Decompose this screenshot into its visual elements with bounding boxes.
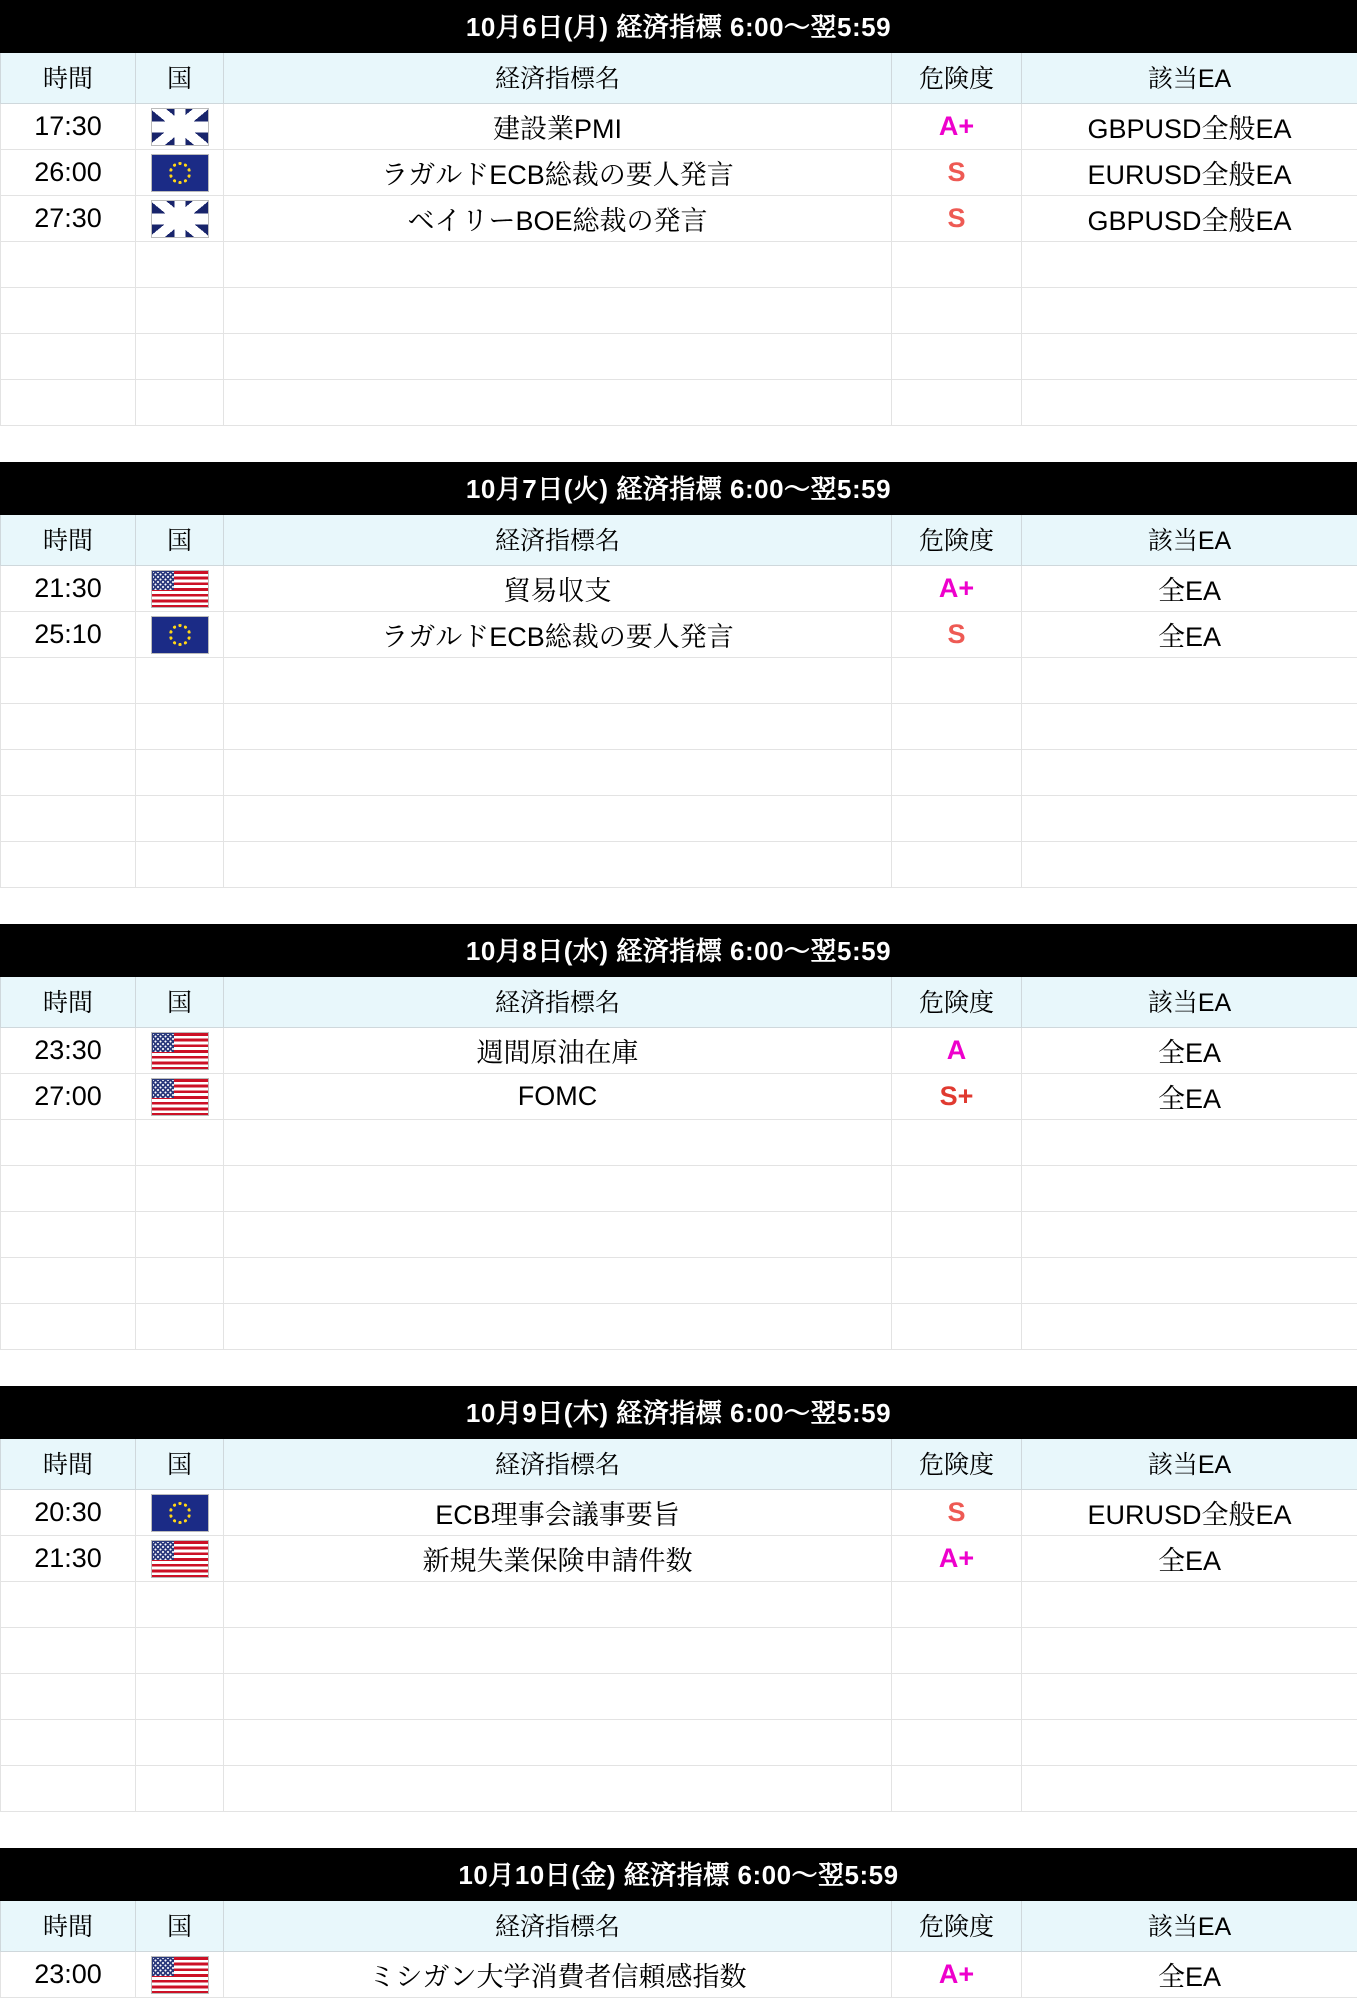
day-block xyxy=(0,1386,1357,1812)
column-header-time: 時間 xyxy=(1,1901,136,1952)
cell-target-ea: EURUSD全般EA xyxy=(1022,1490,1357,1536)
cell-risk-level xyxy=(892,1258,1022,1304)
cell-risk-level xyxy=(892,1304,1022,1350)
cell-risk-level xyxy=(892,842,1022,888)
cell-risk-level xyxy=(892,796,1022,842)
cell-indicator-name xyxy=(224,704,892,750)
table-row xyxy=(1,1952,1357,1998)
cell-country xyxy=(136,796,224,842)
cell-country xyxy=(136,1304,224,1350)
day-title: 10月6日(月) 経済指標 6:00〜翌5:59 xyxy=(0,0,1357,53)
cell-indicator-name xyxy=(224,1212,892,1258)
cell-indicator-name xyxy=(224,842,892,888)
cell-indicator-name xyxy=(224,796,892,842)
cell-risk-level: A+ xyxy=(892,1952,1022,1998)
empty-row xyxy=(1,242,1357,288)
cell-time xyxy=(1,1258,136,1304)
empty-row xyxy=(1,658,1357,704)
cell-risk-level: A+ xyxy=(892,1536,1022,1582)
empty-row xyxy=(1,1258,1357,1304)
cell-target-ea xyxy=(1022,842,1357,888)
cell-risk-level xyxy=(892,704,1022,750)
cell-target-ea: 全EA xyxy=(1022,612,1357,658)
empty-row xyxy=(1,380,1357,426)
cell-country xyxy=(136,1258,224,1304)
column-header-ea: 該当EA xyxy=(1022,53,1357,104)
cell-risk-level xyxy=(892,242,1022,288)
empty-row xyxy=(1,1304,1357,1350)
column-header-indicator: 経済指標名 xyxy=(224,1439,892,1490)
cell-risk-level xyxy=(892,1720,1022,1766)
schedule-table xyxy=(0,977,1357,1350)
empty-row xyxy=(1,1720,1357,1766)
column-header-risk: 危険度 xyxy=(892,53,1022,104)
day-block xyxy=(0,924,1357,1350)
cell-country xyxy=(136,1582,224,1628)
cell-country xyxy=(136,658,224,704)
cell-indicator-name xyxy=(224,750,892,796)
cell-time xyxy=(1,1582,136,1628)
cell-target-ea: GBPUSD全般EA xyxy=(1022,196,1357,242)
cell-target-ea xyxy=(1022,242,1357,288)
column-header-risk: 危険度 xyxy=(892,1901,1022,1952)
column-header-time: 時間 xyxy=(1,977,136,1028)
cell-country xyxy=(136,612,224,658)
column-header-country: 国 xyxy=(136,1901,224,1952)
cell-time: 23:30 xyxy=(1,1028,136,1074)
cell-target-ea xyxy=(1022,1212,1357,1258)
empty-row xyxy=(1,1766,1357,1812)
column-header-country: 国 xyxy=(136,977,224,1028)
cell-target-ea xyxy=(1022,1304,1357,1350)
cell-risk-level xyxy=(892,380,1022,426)
column-header-ea: 該当EA xyxy=(1022,1901,1357,1952)
column-header-ea: 該当EA xyxy=(1022,515,1357,566)
cell-time xyxy=(1,1628,136,1674)
cell-country xyxy=(136,380,224,426)
cell-target-ea xyxy=(1022,1766,1357,1812)
empty-row xyxy=(1,750,1357,796)
cell-risk-level: S xyxy=(892,612,1022,658)
table-header-row xyxy=(1,53,1357,104)
cell-risk-level: A xyxy=(892,1028,1022,1074)
flag-uk-icon xyxy=(151,108,209,146)
cell-risk-level xyxy=(892,658,1022,704)
block-separator xyxy=(0,1350,1357,1386)
schedule-table xyxy=(0,53,1357,426)
cell-time: 21:30 xyxy=(1,566,136,612)
cell-risk-level xyxy=(892,1766,1022,1812)
cell-time: 27:30 xyxy=(1,196,136,242)
table-row xyxy=(1,1536,1357,1582)
table-row xyxy=(1,150,1357,196)
cell-risk-level: A+ xyxy=(892,566,1022,612)
schedule-table xyxy=(0,1901,1357,1998)
table-row xyxy=(1,1490,1357,1536)
cell-target-ea xyxy=(1022,288,1357,334)
cell-indicator-name: ミシガン大学消費者信頼感指数 xyxy=(224,1952,892,1998)
empty-row xyxy=(1,1166,1357,1212)
cell-risk-level: S xyxy=(892,196,1022,242)
table-header-row xyxy=(1,515,1357,566)
empty-row xyxy=(1,334,1357,380)
cell-risk-level xyxy=(892,334,1022,380)
empty-row xyxy=(1,704,1357,750)
flag-usa-icon xyxy=(151,1540,209,1578)
empty-row xyxy=(1,796,1357,842)
cell-time xyxy=(1,1212,136,1258)
cell-time xyxy=(1,1766,136,1812)
cell-country xyxy=(136,1766,224,1812)
cell-time: 25:10 xyxy=(1,612,136,658)
day-title: 10月9日(木) 経済指標 6:00〜翌5:59 xyxy=(0,1386,1357,1439)
cell-country xyxy=(136,842,224,888)
cell-country xyxy=(136,1536,224,1582)
cell-time xyxy=(1,334,136,380)
column-header-country: 国 xyxy=(136,53,224,104)
day-title: 10月7日(火) 経済指標 6:00〜翌5:59 xyxy=(0,462,1357,515)
cell-risk-level xyxy=(892,1120,1022,1166)
cell-country xyxy=(136,1952,224,1998)
cell-risk-level: S+ xyxy=(892,1074,1022,1120)
empty-row xyxy=(1,288,1357,334)
cell-target-ea: GBPUSD全般EA xyxy=(1022,104,1357,150)
cell-indicator-name xyxy=(224,288,892,334)
cell-indicator-name: 建設業PMI xyxy=(224,104,892,150)
cell-country xyxy=(136,196,224,242)
schedule-table xyxy=(0,515,1357,888)
column-header-indicator: 経済指標名 xyxy=(224,977,892,1028)
cell-time xyxy=(1,288,136,334)
empty-row xyxy=(1,1212,1357,1258)
flag-eu-icon xyxy=(151,1494,209,1532)
cell-indicator-name xyxy=(224,1120,892,1166)
cell-target-ea: 全EA xyxy=(1022,566,1357,612)
cell-indicator-name xyxy=(224,1674,892,1720)
cell-time xyxy=(1,1120,136,1166)
cell-indicator-name: ECB理事会議事要旨 xyxy=(224,1490,892,1536)
cell-target-ea xyxy=(1022,1720,1357,1766)
flag-usa-icon xyxy=(151,1032,209,1070)
flag-eu-icon xyxy=(151,154,209,192)
column-header-indicator: 経済指標名 xyxy=(224,53,892,104)
cell-time xyxy=(1,842,136,888)
column-header-ea: 該当EA xyxy=(1022,1439,1357,1490)
block-separator xyxy=(0,426,1357,462)
cell-target-ea: 全EA xyxy=(1022,1536,1357,1582)
flag-uk-icon xyxy=(151,200,209,238)
cell-target-ea xyxy=(1022,750,1357,796)
day-title: 10月10日(金) 経済指標 6:00〜翌5:59 xyxy=(0,1848,1357,1901)
cell-target-ea xyxy=(1022,380,1357,426)
empty-row xyxy=(1,1628,1357,1674)
cell-target-ea xyxy=(1022,1674,1357,1720)
cell-risk-level xyxy=(892,1628,1022,1674)
cell-risk-level xyxy=(892,750,1022,796)
cell-indicator-name xyxy=(224,658,892,704)
cell-indicator-name xyxy=(224,334,892,380)
table-header-row xyxy=(1,1901,1357,1952)
cell-target-ea: 全EA xyxy=(1022,1074,1357,1120)
cell-risk-level xyxy=(892,1212,1022,1258)
cell-target-ea: 全EA xyxy=(1022,1028,1357,1074)
cell-indicator-name: 貿易収支 xyxy=(224,566,892,612)
cell-indicator-name xyxy=(224,1258,892,1304)
cell-country xyxy=(136,704,224,750)
cell-time xyxy=(1,1304,136,1350)
cell-country xyxy=(136,150,224,196)
cell-target-ea xyxy=(1022,1582,1357,1628)
cell-time xyxy=(1,1166,136,1212)
cell-risk-level: A+ xyxy=(892,104,1022,150)
cell-time xyxy=(1,1720,136,1766)
cell-indicator-name: FOMC xyxy=(224,1074,892,1120)
table-header-row xyxy=(1,1439,1357,1490)
cell-country xyxy=(136,750,224,796)
cell-country xyxy=(136,104,224,150)
column-header-country: 国 xyxy=(136,1439,224,1490)
schedule-table xyxy=(0,1439,1357,1812)
cell-country xyxy=(136,1028,224,1074)
cell-risk-level xyxy=(892,1674,1022,1720)
column-header-country: 国 xyxy=(136,515,224,566)
table-row xyxy=(1,1074,1357,1120)
cell-indicator-name: 新規失業保険申請件数 xyxy=(224,1536,892,1582)
cell-country xyxy=(136,1166,224,1212)
cell-target-ea xyxy=(1022,796,1357,842)
table-row xyxy=(1,1028,1357,1074)
cell-country xyxy=(136,334,224,380)
cell-indicator-name xyxy=(224,380,892,426)
cell-country xyxy=(136,566,224,612)
cell-target-ea: EURUSD全般EA xyxy=(1022,150,1357,196)
empty-row xyxy=(1,1582,1357,1628)
column-header-indicator: 経済指標名 xyxy=(224,515,892,566)
cell-risk-level: S xyxy=(892,1490,1022,1536)
cell-indicator-name xyxy=(224,1766,892,1812)
cell-indicator-name: ラガルドECB総裁の要人発言 xyxy=(224,612,892,658)
cell-indicator-name xyxy=(224,1628,892,1674)
cell-time: 23:00 xyxy=(1,1952,136,1998)
cell-target-ea xyxy=(1022,1120,1357,1166)
flag-usa-icon xyxy=(151,1956,209,1994)
table-row xyxy=(1,196,1357,242)
cell-indicator-name xyxy=(224,1166,892,1212)
cell-target-ea xyxy=(1022,658,1357,704)
column-header-risk: 危険度 xyxy=(892,1439,1022,1490)
cell-target-ea xyxy=(1022,1628,1357,1674)
empty-row xyxy=(1,842,1357,888)
day-block xyxy=(0,0,1357,426)
column-header-risk: 危険度 xyxy=(892,515,1022,566)
cell-target-ea: 全EA xyxy=(1022,1952,1357,1998)
flag-usa-icon xyxy=(151,570,209,608)
cell-indicator-name xyxy=(224,1582,892,1628)
cell-country xyxy=(136,1674,224,1720)
column-header-risk: 危険度 xyxy=(892,977,1022,1028)
cell-country xyxy=(136,1212,224,1258)
cell-risk-level xyxy=(892,288,1022,334)
cell-country xyxy=(136,288,224,334)
cell-country xyxy=(136,242,224,288)
column-header-ea: 該当EA xyxy=(1022,977,1357,1028)
cell-country xyxy=(136,1490,224,1536)
cell-time: 20:30 xyxy=(1,1490,136,1536)
cell-indicator-name xyxy=(224,242,892,288)
cell-risk-level xyxy=(892,1582,1022,1628)
block-separator xyxy=(0,1812,1357,1848)
flag-usa-icon xyxy=(151,1078,209,1116)
day-block xyxy=(0,1848,1357,1998)
cell-country xyxy=(136,1720,224,1766)
column-header-indicator: 経済指標名 xyxy=(224,1901,892,1952)
cell-target-ea xyxy=(1022,1166,1357,1212)
cell-time: 17:30 xyxy=(1,104,136,150)
cell-time xyxy=(1,658,136,704)
cell-time xyxy=(1,380,136,426)
empty-row xyxy=(1,1120,1357,1166)
cell-risk-level: S xyxy=(892,150,1022,196)
cell-country xyxy=(136,1628,224,1674)
cell-indicator-name: 週間原油在庫 xyxy=(224,1028,892,1074)
table-row xyxy=(1,612,1357,658)
day-block xyxy=(0,462,1357,888)
table-row xyxy=(1,566,1357,612)
empty-row xyxy=(1,1674,1357,1720)
cell-time xyxy=(1,242,136,288)
cell-indicator-name: ベイリーBOE総裁の発言 xyxy=(224,196,892,242)
cell-time xyxy=(1,704,136,750)
cell-time xyxy=(1,1674,136,1720)
cell-target-ea xyxy=(1022,334,1357,380)
cell-indicator-name xyxy=(224,1720,892,1766)
column-header-time: 時間 xyxy=(1,1439,136,1490)
cell-country xyxy=(136,1074,224,1120)
cell-risk-level xyxy=(892,1166,1022,1212)
cell-target-ea xyxy=(1022,1258,1357,1304)
day-title: 10月8日(水) 経済指標 6:00〜翌5:59 xyxy=(0,924,1357,977)
cell-target-ea xyxy=(1022,704,1357,750)
column-header-time: 時間 xyxy=(1,53,136,104)
cell-country xyxy=(136,1120,224,1166)
cell-indicator-name: ラガルドECB総裁の要人発言 xyxy=(224,150,892,196)
cell-time: 26:00 xyxy=(1,150,136,196)
cell-time: 21:30 xyxy=(1,1536,136,1582)
column-header-time: 時間 xyxy=(1,515,136,566)
flag-eu-icon xyxy=(151,616,209,654)
block-separator xyxy=(0,888,1357,924)
cell-time xyxy=(1,750,136,796)
table-header-row xyxy=(1,977,1357,1028)
cell-time xyxy=(1,796,136,842)
table-row xyxy=(1,104,1357,150)
cell-time: 27:00 xyxy=(1,1074,136,1120)
cell-indicator-name xyxy=(224,1304,892,1350)
